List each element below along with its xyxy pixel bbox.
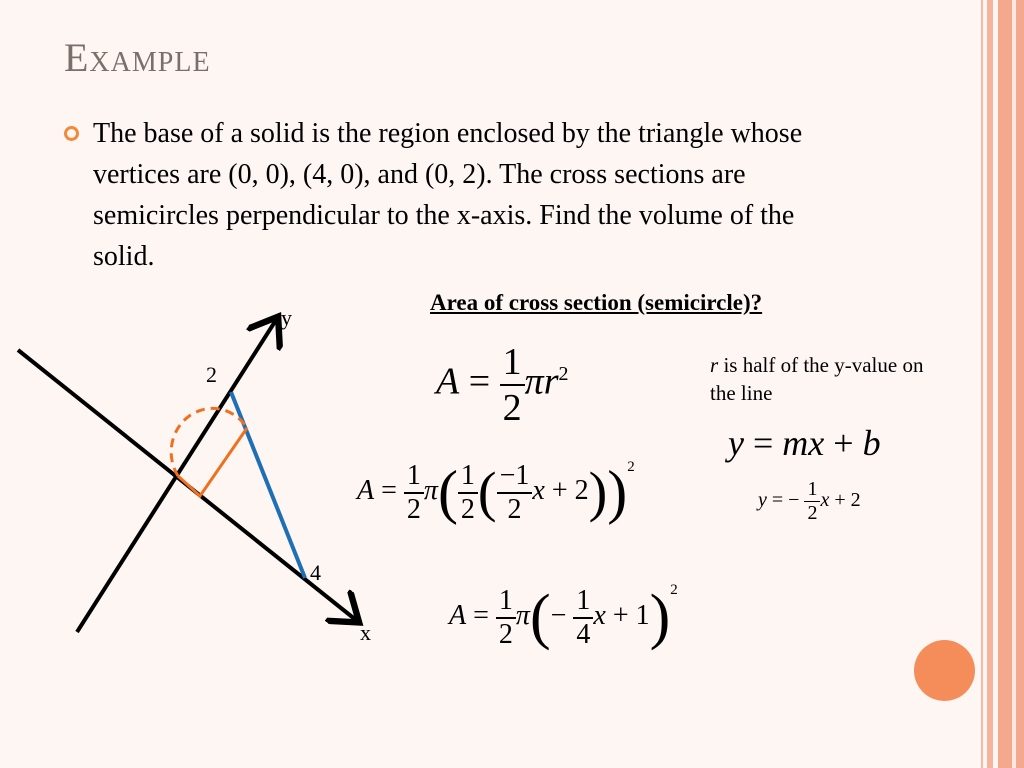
r-note (710, 351, 925, 407)
equation-line-specific: y = − $\frac{1}{2}$ x + 2 (758, 478, 861, 524)
y-axis-label: y (281, 305, 292, 330)
cross-section-rectangle (178, 428, 247, 496)
equation-area-substituted: A = $\frac{1}{2}$ π( $\frac{1}{2}$ ( $\frac{-1}{2}$ x + 2))$^2$ (357, 458, 635, 525)
bullet-icon (64, 126, 79, 141)
area-heading: Area of cross section (semicircle)? (430, 290, 763, 315)
r-note-variable: r (710, 353, 719, 377)
r-note-text: is half of the y-value on the line (710, 353, 924, 405)
triangle-diagram (0, 300, 400, 645)
problem-statement: The base of a solid is the region enclosed by the triangle whose vertices are (0, 0), (4, 0), and (0, 2). The cross sections are semicircles perpendicular to the x-axis. Find the volume of the solid. (93, 118, 803, 272)
x-tick-label: 4 (310, 560, 321, 585)
slide-title: Example (64, 35, 211, 80)
equation-area-formula: A = $\frac{1}{2}$ $\pi r^2$ (436, 341, 569, 429)
x-axis-label: x (360, 620, 371, 645)
equation-line-general: y = mx + b (728, 423, 881, 463)
decorative-orange-circle (914, 640, 975, 701)
equation-area-simplified: A = $\frac{1}{2}$ π(− $\frac{1}{4}$ x + 1)$^2$ (449, 582, 678, 652)
y-tick-label: 2 (206, 362, 217, 387)
decorative-side-stripes (978, 0, 1024, 768)
